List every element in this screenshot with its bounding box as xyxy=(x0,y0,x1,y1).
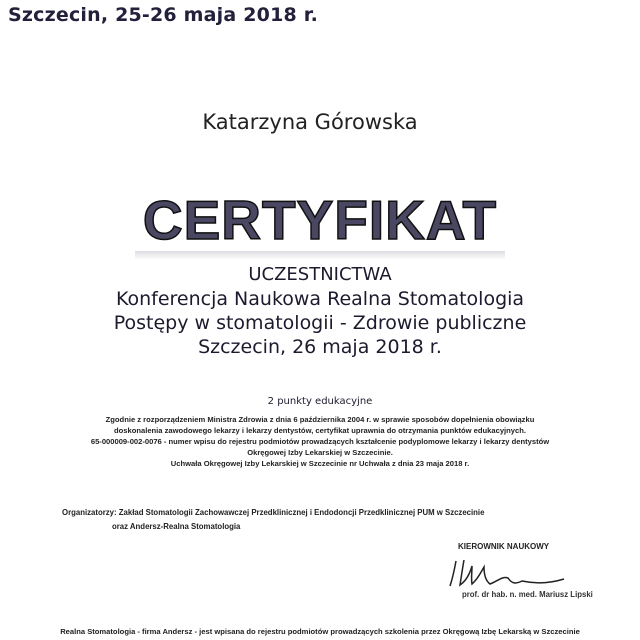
footer-note: Realna Stomatologia - firma Andersz - jest wpisana do rejestru podmiotów prowadzących szkolenia przez Okręgową Izbę Lekarską w Szczecinie xyxy=(60,627,580,636)
conference-date: Szczecin, 26 maja 2018 r. xyxy=(198,336,442,358)
participant-name: Katarzyna Górowska xyxy=(202,110,418,134)
legal-line: Zgodnie z rozporządzeniem Ministra Zdrowia z dnia 6 października 2004 r. w sprawie sposobów dopełnienia obowiązku xyxy=(105,415,535,424)
certificate-subtitle: UCZESTNICTWA xyxy=(248,264,392,285)
organizer-1: Zakład Stomatologii Zachowawczej Przedklinicznej i Endodoncji Przedklinicznej PUM w Szczecinie xyxy=(118,508,485,517)
event-place-date: Szczecin, 25-26 maja 2018 r. xyxy=(8,4,319,26)
organizers xyxy=(62,506,484,534)
certificate-title: CERTYFIKAT xyxy=(142,189,498,251)
legal-notice xyxy=(0,414,640,469)
legal-line: Okręgowej Izby Lekarskiej w Szczecinie. xyxy=(247,448,393,457)
legal-line: Uchwała Okręgowej Izby Lekarskiej w Szczecinie nr Uchwała z dnia 23 maja 2018 r. xyxy=(170,459,470,468)
certificate-title-reflection xyxy=(135,251,505,260)
conference-topic: Postępy w stomatologii - Zdrowie publiczne xyxy=(113,312,527,334)
handwritten-signature xyxy=(436,558,566,588)
conference-name: Konferencja Naukowa Realna Stomatologia xyxy=(115,288,525,310)
signatory-name: prof. dr hab. n. med. Mariusz Lipski xyxy=(462,590,593,599)
legal-line: doskonalenia zawodowego lekarzy i lekarzy dentystów, certyfikat uprawnia do otrzymania punktów edukacyjnych. xyxy=(113,426,526,435)
legal-line: 65-000009-002-0076 - numer wpisu do rejestru podmiotów prowadzących kształcenie podyplomowe lekarzy i lekarzy dentystów xyxy=(90,437,550,446)
organizer-2: oraz Andersz-Realna Stomatologia xyxy=(112,522,241,531)
signature-role: KIEROWNIK NAUKOWY xyxy=(458,542,550,551)
education-points: 2 punkty edukacyjne xyxy=(267,396,373,407)
organizers-label: Organizatorzy: xyxy=(62,508,117,517)
